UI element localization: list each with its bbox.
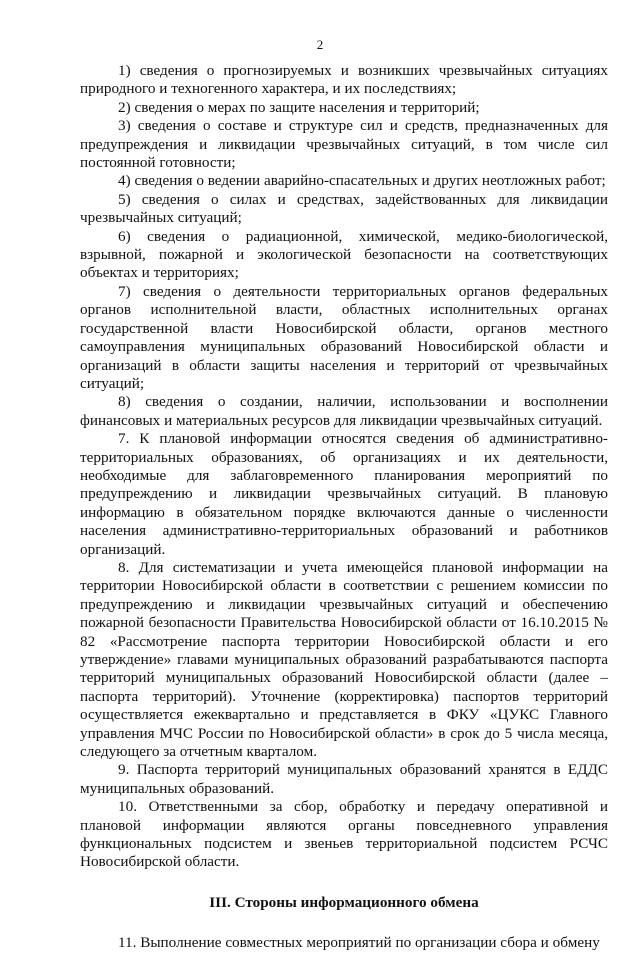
list-item-2: 2) сведения о мерах по защите населения и территорий; <box>118 98 480 116</box>
clause-9: 9. Паспорта территорий муниципальных образований хранятся в ЕДДС муниципальных образований. <box>80 761 608 797</box>
section-heading: III. Стороны информационного обмена <box>209 893 479 911</box>
list-item-6: 6) сведения о радиационной, химической, медико-биологической, взрывной, пожарной и экологической безопасности на соответствующих объектах и территориях; <box>80 227 608 282</box>
list-item-8: 8) сведения о создании, наличии, использовании и восполнении финансовых и материальных ресурсов для ликвидации чрезвычайных ситуаций. <box>80 393 608 429</box>
clause-8: 8. Для систематизации и учета имеющейся плановой информации на территории Новосибирской области в соответствии с решением комиссии по предупреждению и ликвидации чрезвычайных ситуаций и обеспечению пожарной безопасности Правительства Новосибирской области от 16.10.2015 № 82 «Рассмотрение паспорта территории Новосибирской области и его утверждение» главами муниципальных образований разрабатываются паспорта территорий муниципальных образований Новосибирской области (далее – паспорта территорий). Уточнение (корректировка) паспортов территорий осуществляется ежеквартально и представляется в ФКУ «ЦУКС Главного управления МЧС России по Новосибирской области» в срок до 5 числа месяца, следующего за отчетным кварталом. <box>80 558 608 761</box>
clause-11: 11. Выполнение совместных мероприятий по организации сбора и обмену <box>118 934 600 952</box>
list-item-1: 1) сведения о прогнозируемых и возникших чрезвычайных ситуациях природного и техногенного характера, и их последствиях; <box>80 62 608 98</box>
list-item-7: 7) сведения о деятельности территориальных органов федеральных органов исполнительной власти, областных исполнительных органах государственной власти Новосибирской области, органов местного самоуправления муниципальных образований Новосибирской области и организаций в области защиты населения и территорий от чрезвычайных ситуаций; <box>80 282 608 392</box>
list-item-4: 4) сведения о ведении аварийно-спасательных и других неотложных работ; <box>118 172 606 190</box>
document-body <box>80 62 608 953</box>
clause-7: 7. К плановой информации относятся сведения об административно-территориальных образованиях, об организациях и их деятельности, необходимые для заблаговременного планирования мероприятий по предупреждению и ликвидации чрезвычайных ситуаций. В плановую информацию в обязательном порядке включаются данные о численности населения административно-территориальных образований и работников организаций. <box>80 430 608 558</box>
list-item-3: 3) сведения о составе и структуре сил и средств, предназначенных для предупреждения и ликвидации чрезвычайных ситуаций, в том числе сил постоянной готовности; <box>80 117 608 172</box>
list-item-5: 5) сведения о силах и средствах, задействованных для ликвидации чрезвычайных ситуаций; <box>80 190 608 227</box>
clause-10: 10. Ответственными за сбор, обработку и передачу оперативной и плановой информации являются органы повседневного управления функциональных подсистем и звеньев территориальной подсистем РСЧС Новосибирской области. <box>80 798 608 871</box>
page-number: 2 <box>316 37 324 52</box>
